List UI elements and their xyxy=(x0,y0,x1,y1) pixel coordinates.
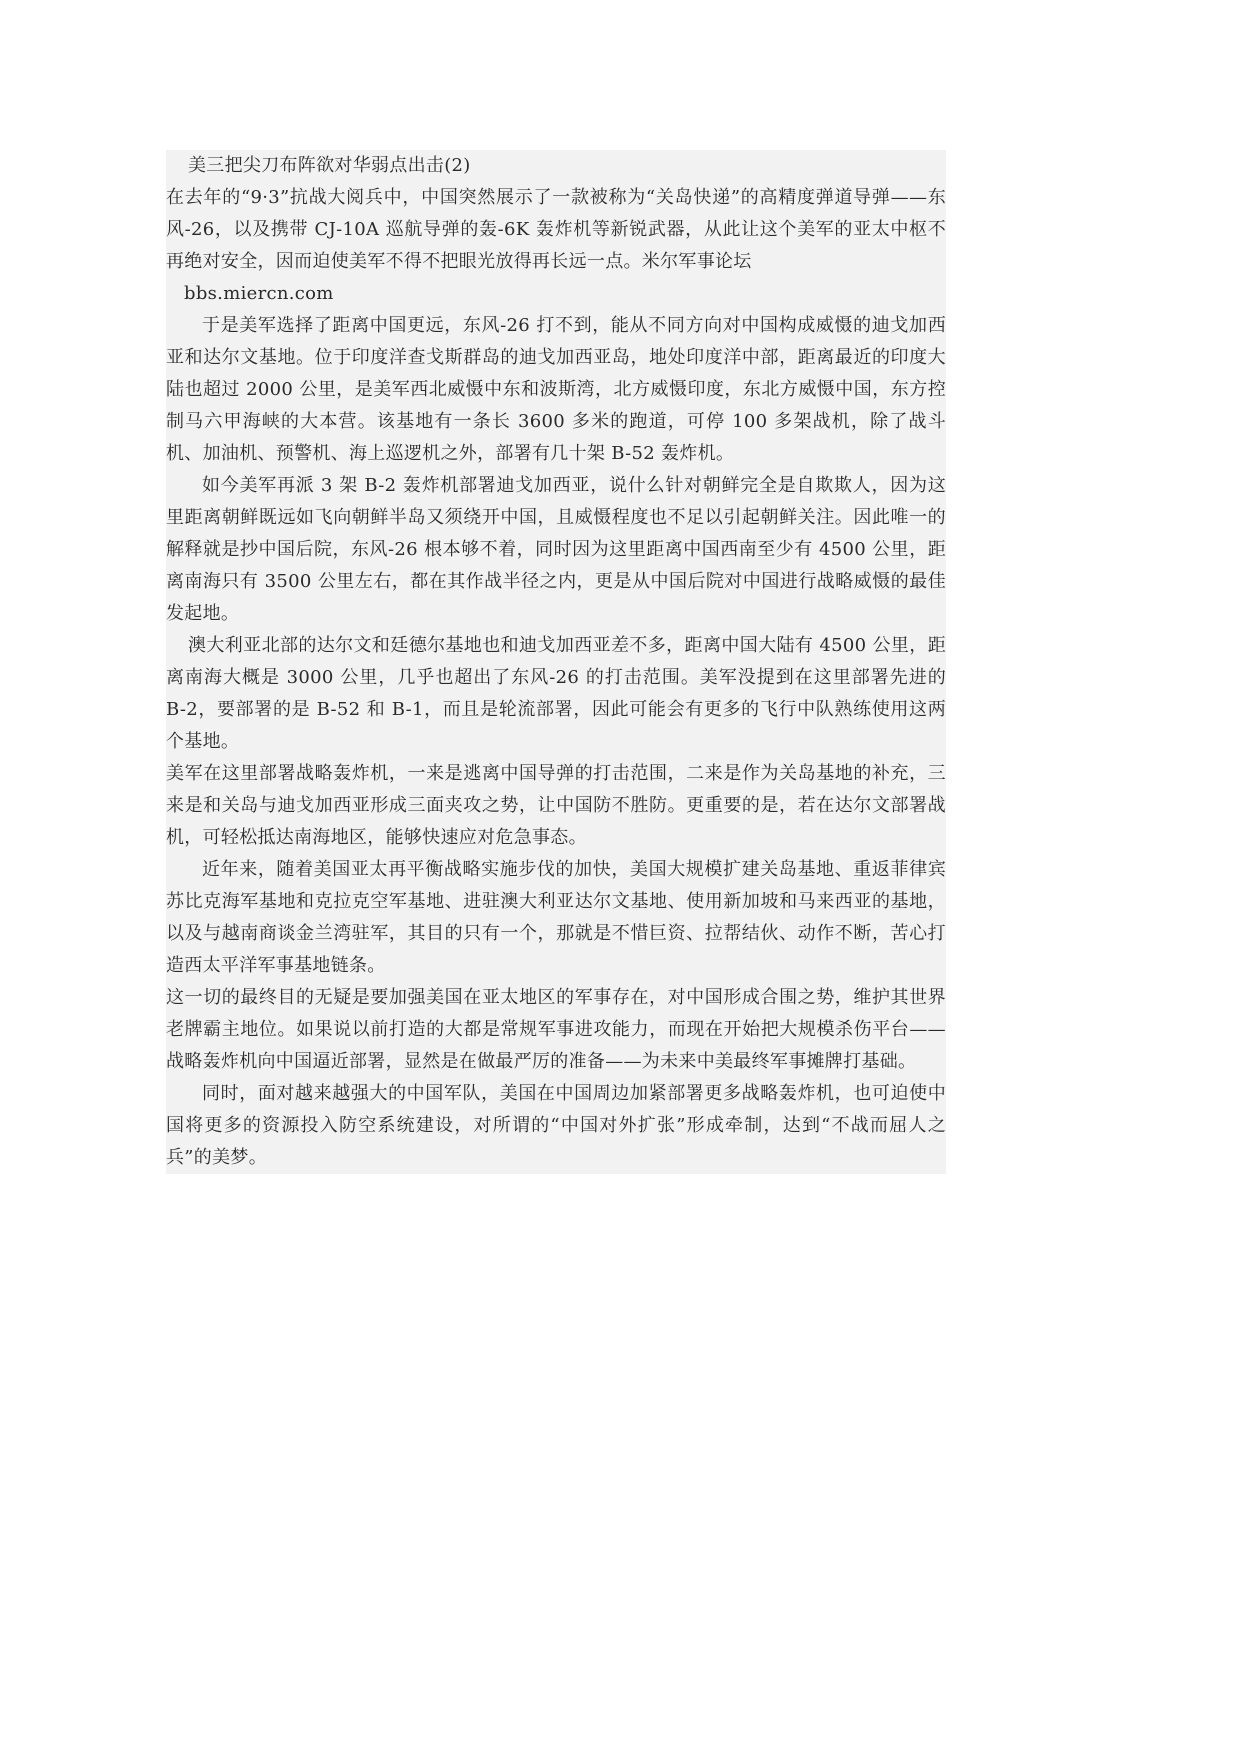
paragraph-7: 这一切的最终目的无疑是要加强美国在亚太地区的军事存在，对中国形成合围之势，维护其世界老牌霸主地位。如果说以前打造的大都是常规军事进攻能力，而现在开始把大规模杀伤平台——战略轰炸机向中国逼近部署，显然是在做最严厉的准备——为未来中美最终军事摊牌打基础。 xyxy=(166,987,946,1072)
article-body xyxy=(166,150,946,1174)
paragraph-1: 在去年的“9·3”抗战大阅兵中，中国突然展示了一款被称为“关岛快递”的高精度弹道导弹——东风-26，以及携带 CJ-10A 巡航导弹的轰-6K 轰炸机等新锐武器，从此让这个美军的亚太中枢不再绝对安全，因而迫使美军不得不把眼光放得再长远一点。米尔军事论坛 xyxy=(166,187,946,272)
source-url: bbs.miercn.com xyxy=(184,283,334,304)
paragraph-2: 于是美军选择了距离中国更远，东风-26 打不到，能从不同方向对中国构成威慑的迪戈加西亚和达尔文基地。位于印度洋查戈斯群岛的迪戈加西亚岛，地处印度洋中部，距离最近的印度大陆也超过 2000 公里，是美军西北威慑中东和波斯湾，北方威慑印度，东北方威慑中国，东方控制马六甲海峡的大本营。该基地有一条长 3600 多米的跑道，可停 100 多架战机，除了战斗机、加油机、预警机、海上巡逻机之外，部署有几十架 B-52 轰炸机。 xyxy=(166,315,946,464)
paragraph-8: 同时，面对越来越强大的中国军队，美国在中国周边加紧部署更多战略轰炸机，也可迫使中国将更多的资源投入防空系统建设，对所谓的“中国对外扩张”形成牵制，达到“不战而屈人之兵”的美梦。 xyxy=(166,1083,946,1168)
paragraph-3: 如今美军再派 3 架 B-2 轰炸机部署迪戈加西亚，说什么针对朝鲜完全是自欺欺人，因为这里距离朝鲜既远如飞向朝鲜半岛又须绕开中国，且威慑程度也不足以引起朝鲜关注。因此唯一的解释就是抄中国后院，东风-26 根本够不着，同时因为这里距离中国西南至少有 4500 公里，距离南海只有 3500 公里左右，都在其作战半径之内，更是从中国后院对中国进行战略威慑的最佳发起地。 xyxy=(166,475,946,624)
paragraph-4: 澳大利亚北部的达尔文和廷德尔基地也和迪戈加西亚差不多，距离中国大陆有 4500 公里，距离南海大概是 3000 公里，几乎也超出了东风-26 的打击范围。美军没提到在这里部署先进的 B-2，要部署的是 B-52 和 B-1，而且是轮流部署，因此可能会有更多的飞行中队熟练使用这两个基地。 xyxy=(166,635,946,752)
paragraph-6: 近年来，随着美国亚太再平衡战略实施步伐的加快，美国大规模扩建关岛基地、重返菲律宾苏比克海军基地和克拉克空军基地、进驻澳大利亚达尔文基地、使用新加坡和马来西亚的基地，以及与越南商谈金兰湾驻军，其目的只有一个，那就是不惜巨资、拉帮结伙、动作不断，苦心打造西太平洋军事基地链条。 xyxy=(166,859,946,976)
paragraph-5: 美军在这里部署战略轰炸机，一来是逃离中国导弹的打击范围，二来是作为关岛基地的补充，三来是和关岛与迪戈加西亚形成三面夹攻之势，让中国防不胜防。更重要的是，若在达尔文部署战机，可轻松抵达南海地区，能够快速应对危急事态。 xyxy=(166,763,946,848)
article-title: 美三把尖刀布阵欲对华弱点出击(2) xyxy=(188,155,471,176)
